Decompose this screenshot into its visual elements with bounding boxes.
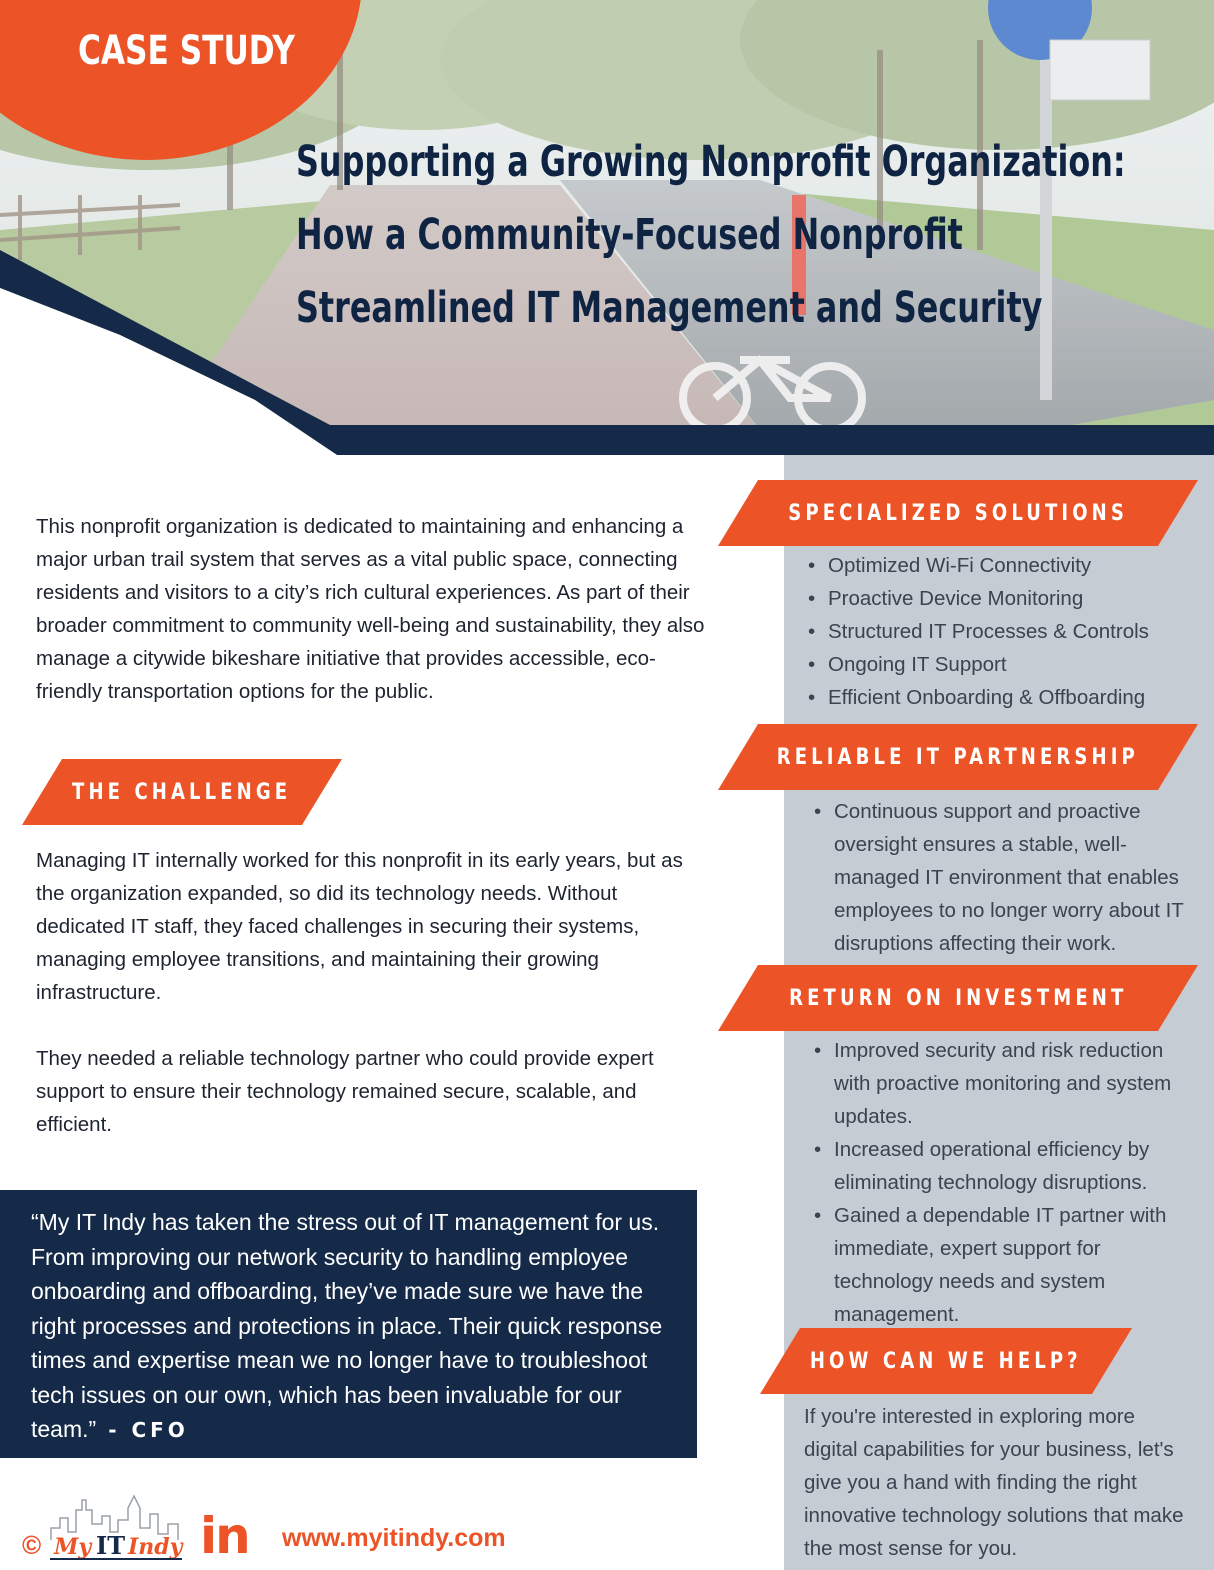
challenge-heading-ribbon <box>22 759 342 825</box>
svg-text:IT: IT <box>96 1531 126 1560</box>
title-line: How a Community-Focused Nonprofit <box>296 210 963 260</box>
roi-list <box>808 1034 1188 1331</box>
title-line: Streamlined IT Management and Security <box>296 283 1043 333</box>
roi-heading-ribbon <box>718 965 1198 1031</box>
help-heading-ribbon <box>760 1328 1132 1394</box>
testimonial-quote <box>31 1205 691 1448</box>
help-heading: HOW CAN WE HELP? <box>810 1348 1082 1374</box>
svg-text:Indy: Indy <box>128 1534 183 1560</box>
linkedin-icon[interactable]: in <box>200 1507 249 1565</box>
list-item: • Improved security and risk reduction with proactive monitoring and system updates. <box>808 1034 1188 1133</box>
challenge-paragraph: Managing IT internally worked for this nonprofit in its early years, but as the organization expanded, so did its technology needs. Without dedicated IT staff, they faced challenges in securing their systems, managing employee transitions, and maintaining their growing infrastructure. <box>36 849 683 1004</box>
partnership-list <box>808 795 1188 960</box>
page-title <box>296 126 1126 345</box>
my-it-indy-logo[interactable] <box>46 1488 186 1564</box>
hero-banner <box>0 0 1214 455</box>
partnership-heading-ribbon <box>718 724 1198 790</box>
svg-text:My: My <box>54 1534 92 1560</box>
list-item: • Continuous support and proactive oversight ensures a stable, well-managed IT environment that enables employees to no longer worry about IT disruptions affecting their work. <box>808 795 1188 960</box>
help-text: If you're interested in exploring more digital capabilities for your business, let's give you a hand with finding the right innovative technology solutions that make the most sense for you. <box>804 1405 1184 1560</box>
title-line: Supporting a Growing Nonprofit Organization: <box>296 137 1126 187</box>
challenge-heading: THE CHALLENGE <box>72 779 292 805</box>
list-item: • Structured IT Processes & Controls <box>802 615 1202 648</box>
list-item: • Proactive Device Monitoring <box>802 582 1202 615</box>
roi-heading: RETURN ON INVESTMENT <box>788 985 1128 1011</box>
solutions-heading-ribbon <box>718 480 1198 546</box>
list-item: • Increased operational efficiency by eliminating technology disruptions. <box>808 1133 1188 1199</box>
list-item: • Ongoing IT Support <box>802 648 1202 681</box>
challenge-paragraph-2: They needed a reliable technology partner who could provide expert support to ensure their technology remained secure, scalable, and efficient. <box>36 1047 654 1136</box>
quote-text: “My IT Indy has taken the stress out of IT management for us. From improving our network security to handling employee onboarding and offboarding, they’ve made sure we have the right processes and protections in place. Their quick response times and expertise mean we no longer have to troubleshoot tech issues on our own, which has been invaluable for our team.” <box>31 1209 663 1442</box>
list-item: • Gained a dependable IT partner with immediate, expert support for technology needs and system management. <box>808 1199 1188 1331</box>
case-study-label: CASE STUDY <box>78 28 295 74</box>
copyright-symbol: © <box>22 1530 42 1560</box>
website-link[interactable]: www.myitindy.com <box>282 1524 506 1552</box>
list-item: • Efficient Onboarding & Offboarding <box>802 681 1202 714</box>
intro-paragraph: This nonprofit organization is dedicated to maintaining and enhancing a major urban trail system that serves as a vital public space, connecting residents and visitors to a city’s rich cultural experiences. As part of their broader commitment to community well-being and sustainability, they also manage a citywide bikeshare initiative that provides accessible, eco-friendly transportation options for the public. <box>36 515 705 703</box>
list-item: • Optimized Wi-Fi Connectivity <box>802 549 1202 582</box>
partnership-heading: RELIABLE IT PARTNERSHIP <box>776 744 1140 770</box>
solutions-heading: SPECIALIZED SOLUTIONS <box>788 500 1128 526</box>
quote-attribution: - CFO <box>108 1418 189 1442</box>
solutions-list <box>802 549 1202 714</box>
